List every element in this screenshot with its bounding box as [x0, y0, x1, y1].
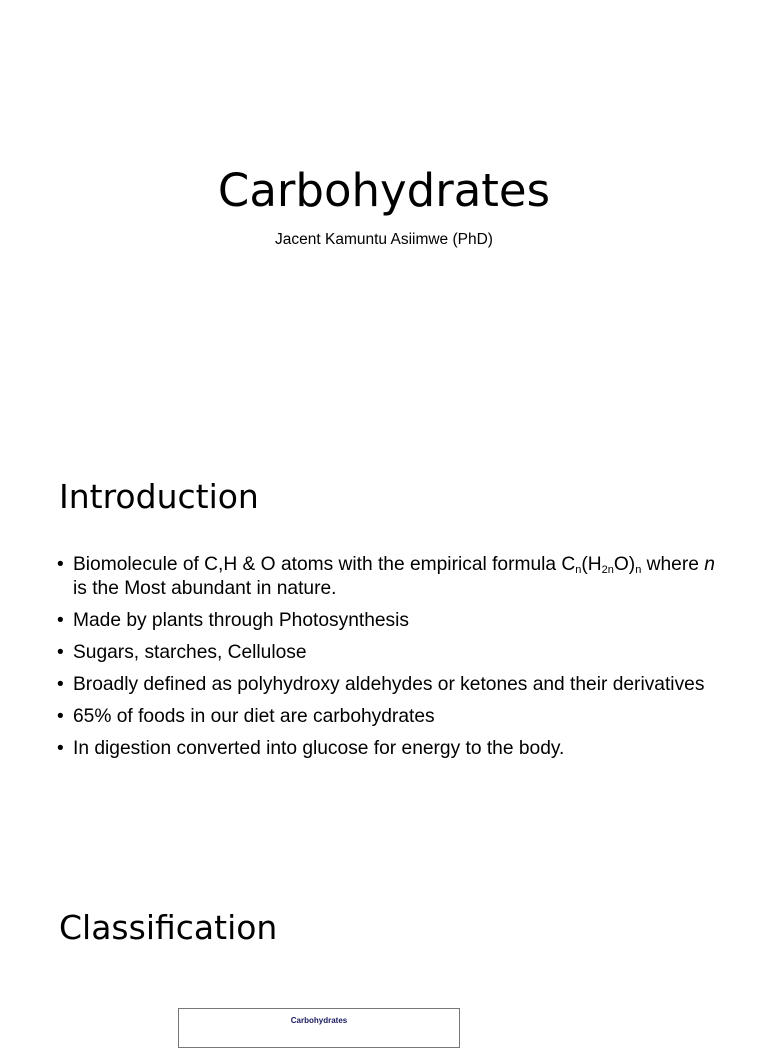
formula-subscript: n	[575, 564, 582, 576]
bullet-text: Broadly defined as polyhydroxy aldehydes or ketones and their derivatives	[73, 674, 705, 695]
bullet-item	[57, 553, 717, 601]
introduction-bullet-list	[57, 553, 717, 769]
bullet-mark: •	[57, 738, 64, 759]
bullet-mark: •	[57, 610, 64, 631]
classification-slide	[0, 864, 768, 1024]
author-name: Jacent Kamuntu Asiimwe (PhD)	[275, 231, 493, 248]
bullet-item	[57, 609, 717, 633]
bullet-mark: •	[57, 554, 64, 575]
bullet-text: O)	[613, 554, 636, 575]
classification-diagram	[178, 1008, 460, 1048]
bullet-text: is the Most abundant in nature.	[73, 578, 337, 599]
introduction-slide	[0, 432, 768, 864]
formula-subscript: 2n	[601, 564, 614, 576]
bullet-item	[57, 641, 717, 665]
bullet-text: In digestion converted into glucose for energy to the body.	[73, 738, 565, 759]
classification-heading: Classification	[59, 908, 278, 947]
italic-variable: n	[704, 554, 715, 575]
bullet-text: Made by plants through Photosynthesis	[73, 610, 409, 631]
presentation-title: Carbohydrates	[217, 164, 551, 217]
bullet-text: 65% of foods in our diet are carbohydrates	[73, 706, 435, 727]
formula-subscript: n	[635, 564, 642, 576]
bullet-mark: •	[57, 706, 64, 727]
bullet-item	[57, 673, 717, 697]
bullet-text: Sugars, starches, Cellulose	[73, 642, 307, 663]
bullet-item	[57, 705, 717, 729]
bullet-mark: •	[57, 642, 64, 663]
title-slide	[0, 0, 768, 432]
introduction-heading: Introduction	[59, 477, 259, 516]
bullet-text: (H	[581, 554, 602, 575]
bullet-text: where	[641, 554, 705, 575]
bullet-item	[57, 737, 717, 761]
diagram-label: Carbohydrates	[290, 1016, 348, 1025]
bullet-text: Biomolecule of C,H & O atoms with the empirical formula C	[73, 554, 576, 575]
bullet-mark: •	[57, 674, 64, 695]
